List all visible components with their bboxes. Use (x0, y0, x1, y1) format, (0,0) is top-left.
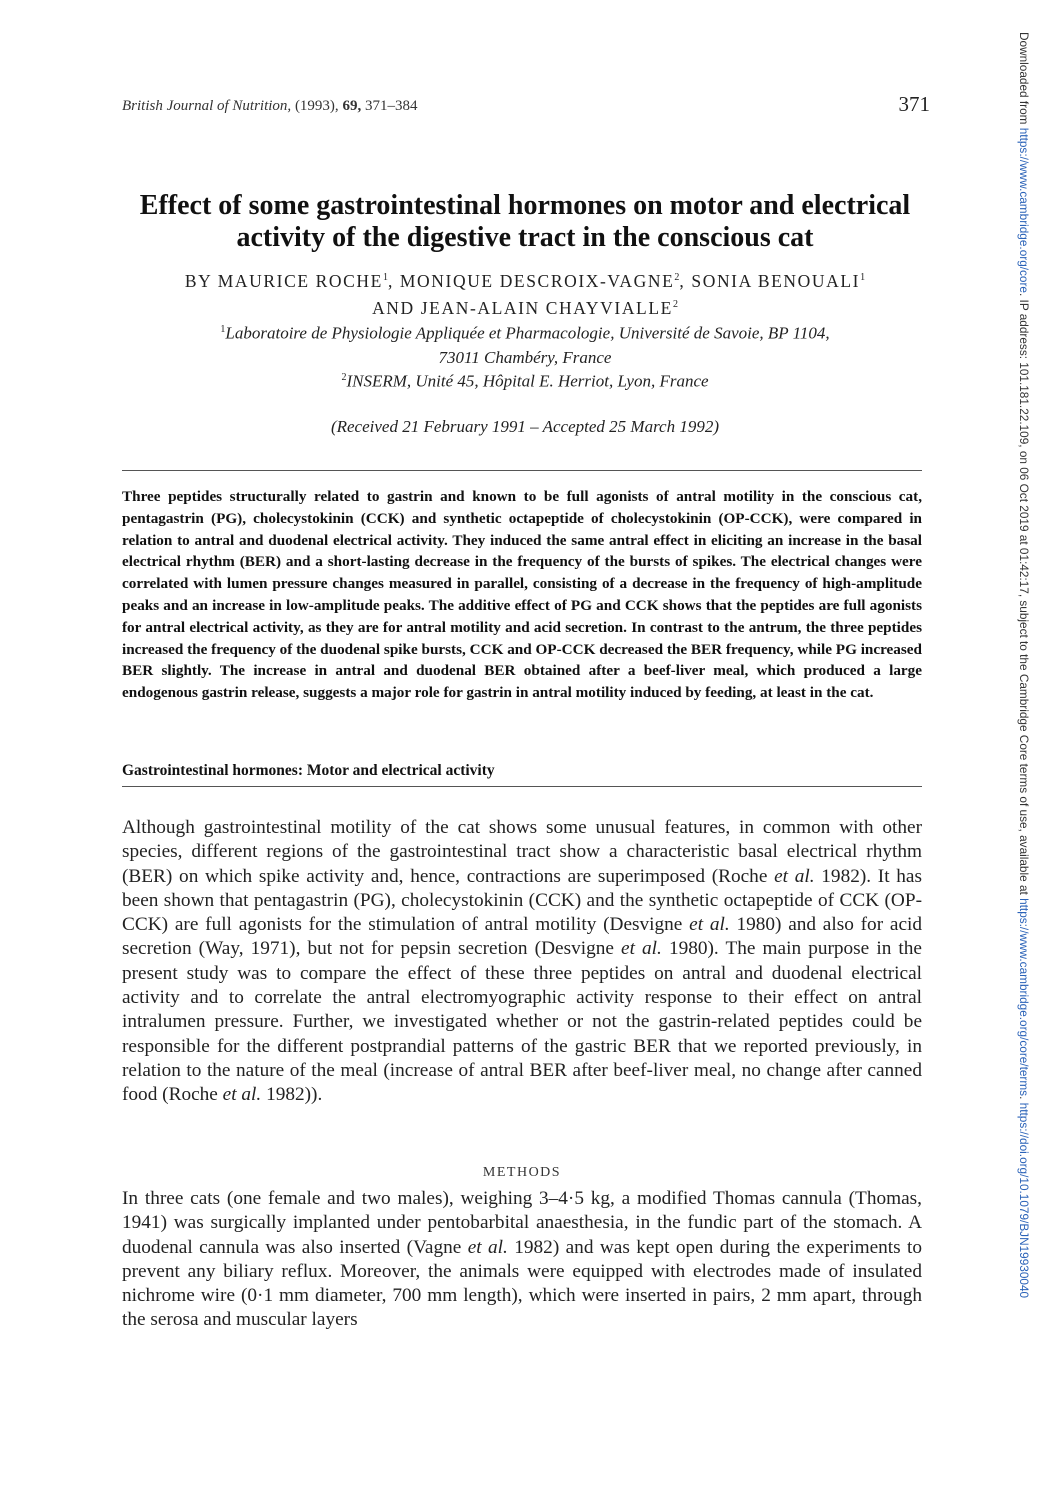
author-chayvialle-affil-marker: 2 (672, 298, 678, 310)
methods-paragraph: In three cats (one female and two males), weighing 3–4·5 kg, a modified Thomas cannula (Thomas, 1941) was surgically implanted under pentobarbital anaesthesia, in the fundic part of the stomach. A duodenal cannula was also inserted (Vagne et al. 1982) and was kept open during the experiments to prevent any biliary reflux. Moreover, the animals were equipped with electrodes made of insulated nichrome wire (0·1 mm diameter, 700 mm length), which were inserted in pairs, 2 mm apart, through the serosa and muscular layers (122, 1188, 923, 1331)
abstract: Three peptides structurally related to gastrin and known to be full agonists of antral motility in the conscious cat, pentagastrin (PG), cholecystokinin (CCK) and synthetic octapeptide of cholecystokinin (OP-CCK), were compared in relation to antral and duodenal electrical activity. They induced the same antral effect in eliciting an increase in the basal electrical rhythm (BER) and a short-lasting decrease in the frequency of the bursts of spikes. The electrical changes were correlated with lumen pressure changes measured in parallel, consisting of a decrease in the frequency of high-amplitude peaks and an increase in low-amplitude peaks. The additive effect of PG and CCK shows that the peptides are full agonists for antral electrical activity, as they are for antral motility and acid secretion. In contrast to the antrum, the three peptides increased the frequency of the duodenal spike bursts, CCK and OP-CCK decreased the BER frequency, while PG increased BER slightly. The increase in antral and duodenal BER obtained after a beef-liver meal, which produced a large endogenous gastrin release, suggests a major role for gastrin in antral motility induced by feeding, at least in the cat. (122, 488, 922, 702)
journal-pages: 371–384 (364, 98, 418, 114)
article-title (110, 190, 940, 254)
title-line-2: activity of the digestive tract in the conscious cat (236, 222, 814, 253)
author-line-1: BY MAURICE ROCHE$^1$, MONIQUE DESCROIX-VAGNE$^2$, SONIA BENOUALI$^1$ (184, 270, 866, 291)
affiliation-2-line-1: INSERM, Unité 45, Hôpital E. Herriot, Lyon, France (346, 371, 709, 391)
and-label: AND (372, 297, 415, 318)
author-benouali-affil-marker: 1 (860, 272, 866, 283)
affiliation-2 (110, 366, 940, 394)
title-line-1: Effect of some gastrointestinal hormones on motor and electrical (139, 190, 911, 221)
journal-citation (122, 98, 417, 115)
cambridge-core-link[interactable]: https://www.cambridge.org/core (1017, 127, 1031, 293)
download-notice: Downloaded from https://www.cambridge.org/core. IP address: 101.181.22.109, on 06 Oct 2019 at 01:42:17, subject to the Cambridge Core terms of use, available at https://www.cambridge.org/core/terms. https://doi.org/10.1079/BJN19930040 (1017, 32, 1031, 1299)
author-roche: MAURICE ROCHE (217, 270, 383, 291)
author-roche-affil-marker: 1 (382, 272, 388, 283)
keywords: Gastrointestinal hormones: Motor and electrical activity (122, 762, 495, 779)
journal-volume: 69, (342, 98, 362, 114)
received-dates: (Received 21 February 1991 – Accepted 25 March 1992) (330, 417, 720, 436)
et-al: et al. (774, 865, 815, 887)
journal-name: British Journal of Nutrition, (122, 98, 292, 114)
affiliation-1-line-1: Laboratoire de Physiologie Appliquée et Pharmacologie, Université de Savoie, BP 1104, (225, 323, 830, 343)
author-descroix-vagne-affil-marker: 2 (674, 272, 680, 283)
et-al: et al. (222, 1084, 262, 1106)
abstract-top-rule (122, 470, 922, 471)
terms-link[interactable]: https://www.cambridge.org/core/terms (1017, 898, 1031, 1097)
author-descroix-vagne: MONIQUE DESCROIX-VAGNE (399, 270, 675, 291)
affiliation-1 (110, 318, 940, 370)
et-al: et al. (621, 938, 662, 960)
introduction-paragraph: Although gastrointestinal motility of the cat shows some unusual features, in common with other species, different regions of the gastrointestinal tract show a characteristic basal electrical rhythm (BER) on which spike activity and, hence, contractions are superimposed (Roche et al. 1982). It has been shown that pentagastrin (PG), cholecystokinin (CCK) and the synthetic octapeptide of CCK (OP-CCK) are full agonists for the stimulation of antral motility (Desvigne et al. 1980) and also for acid secretion (Way, 1971), but not for pepsin secretion (Desvigne et al. 1980). The main purpose in the present study was to compare the effect of these three peptides on antral and duodenal electrical activity and to correlate the antral electromyographic activity response to their effect on antral intralumen pressure. Further, we investigated whether or not the gastrin-related peptides could be responsible for the different postprandial patterns of the gastric BER that we reported previously, in relation to the nature of the meal (increase of antral BER after beef-liver meal, no change after canned food (Roche et al. 1982)). (122, 817, 922, 1106)
journal-year: (1993), (294, 98, 339, 114)
affiliation-2-marker: 2 (341, 372, 347, 383)
author-line-2 (110, 293, 940, 320)
et-al: et al. (689, 914, 730, 936)
author-list (110, 266, 940, 320)
et-al: et al. (467, 1236, 508, 1258)
methods-heading: METHODS (482, 1165, 562, 1180)
page-number: 371 (898, 92, 930, 116)
download-notice-prefix: Downloaded from (1017, 32, 1031, 125)
abstract-bottom-rule (122, 786, 922, 787)
doi-link[interactable]: https://doi.org/10.1079/BJN19930040 (1017, 1102, 1031, 1299)
author-benouali: SONIA BENOUALI (691, 270, 861, 291)
author-chayvialle: JEAN-ALAIN CHAYVIALLE (420, 297, 673, 318)
affiliation-1-line-2: 73011 Chambéry, France (438, 347, 612, 367)
download-notice-details: . IP address: 101.181.22.109, on 06 Oct 2019 at 01:42:17, subject to the Cambridge Core terms of use, available at (1017, 292, 1031, 895)
running-head (122, 92, 930, 122)
by-label: BY (184, 270, 212, 291)
affiliation-1-marker: 1 (220, 324, 226, 335)
